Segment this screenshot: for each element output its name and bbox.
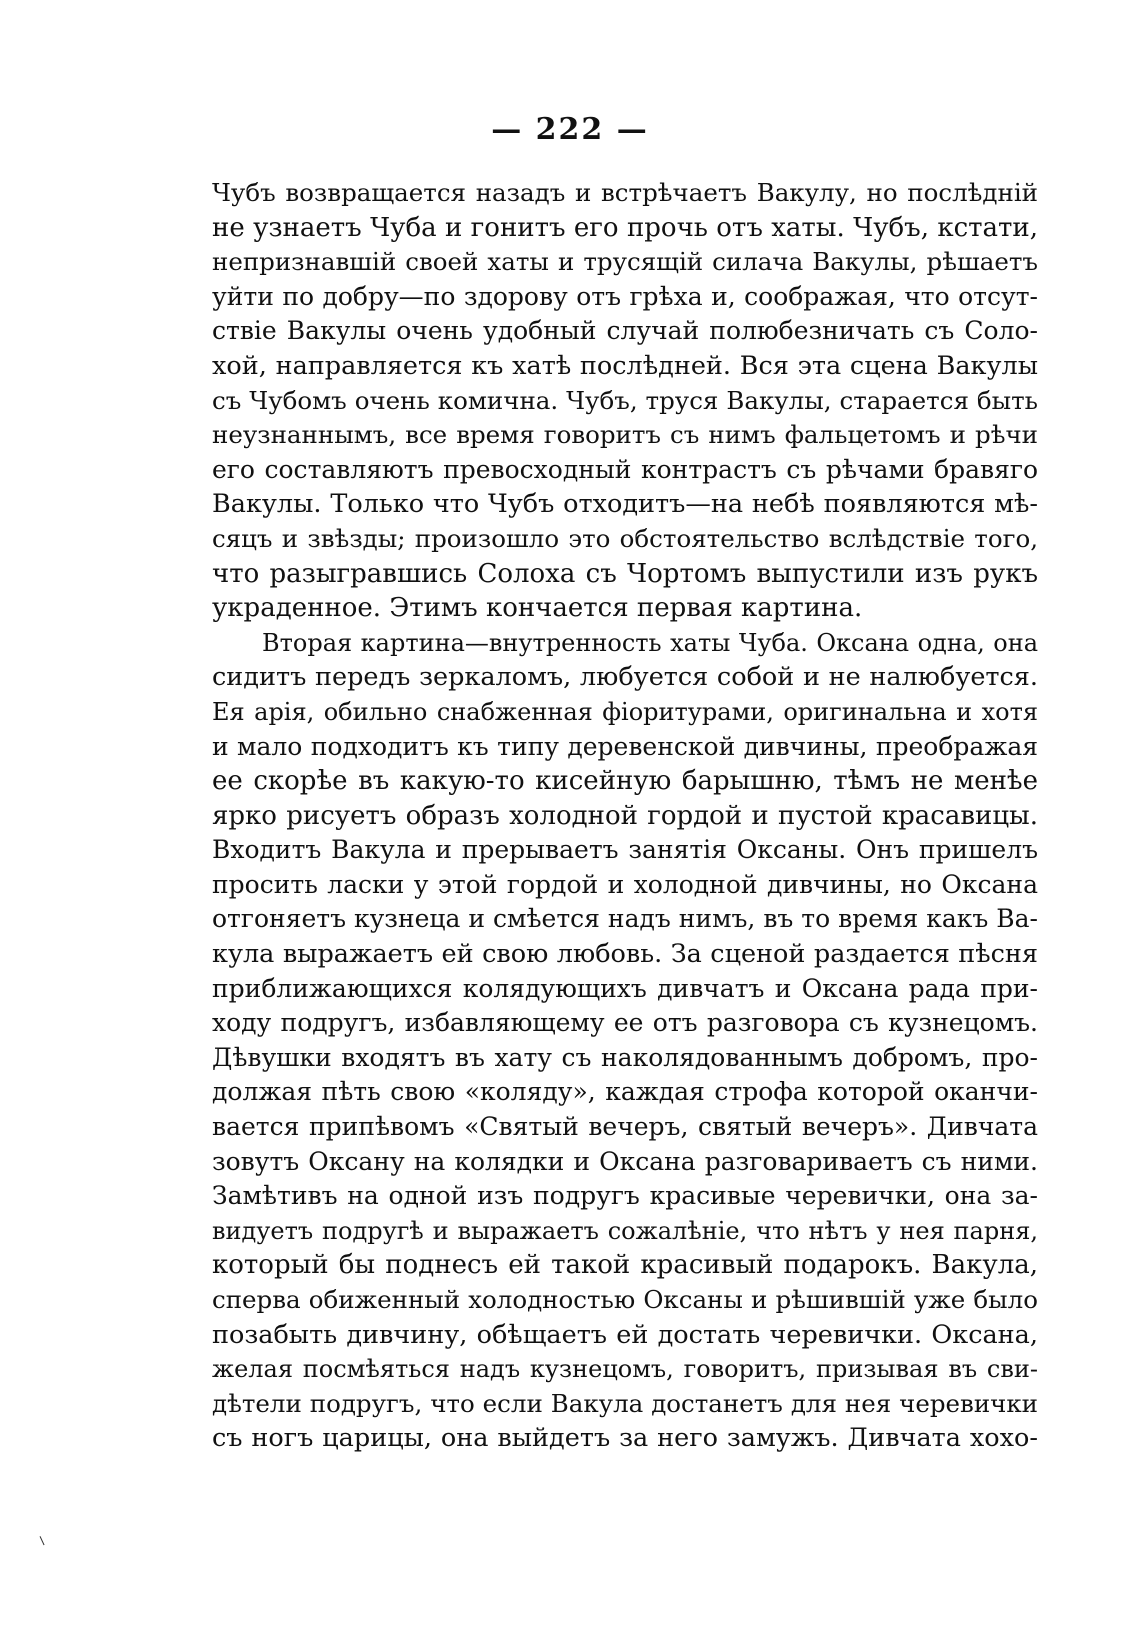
text-line: видуетъ подругѣ и выражаетъ сожалѣнiе, что нѣтъ у нея парня, — [212, 1216, 1038, 1245]
text-line: зовутъ Оксану на колядки и Оксана разговариваетъ съ ними. — [212, 1146, 1038, 1176]
text-line: что разыгравшись Солоха съ Чортомъ выпустили изъ рукъ — [212, 558, 1038, 589]
text-line: приближающихся колядующихъ дивчатъ и Оксана рада при- — [212, 973, 1038, 1003]
text-line: должая пѣть свою «коляду», каждая строфа которой оканчи- — [212, 1077, 1038, 1107]
text-line: вается припѣвомъ «Святый вечеръ, святый вечеръ». Дивчата — [212, 1112, 1038, 1142]
text-line: хой, направляется къ хатѣ послѣдней. Вся эта сцена Вакулы — [212, 350, 1038, 381]
text-line: его составляютъ превосходный контрастъ съ рѣчами бравяго — [212, 454, 1038, 484]
text-line: кула выражаетъ ей свою любовь. За сценой раздается пѣсня — [212, 939, 1038, 970]
text-line: съ Чубомъ очень комична. Чубъ, труся Вакулы, старается быть — [212, 385, 1038, 415]
text-line: Чубъ возвращается назадъ и встрѣчаетъ Вакулу, но послѣднiй — [212, 178, 1038, 207]
text-line: неузнаннымъ, все время говоритъ съ нимъ фальцетомъ и рѣчи — [212, 420, 1038, 450]
body-text — [212, 176, 1038, 1456]
text-line: просить ласки у этой гордой и холодной дивчины, но Оксана — [212, 869, 1038, 899]
text-line: ходу подругъ, избавляющему ее отъ разговора съ кузнецомъ. — [212, 1008, 1038, 1038]
text-line: непризнавшiй своей хаты и трусящiй силача Вакулы, рѣшаетъ — [212, 247, 1038, 277]
text-line: Ея арiя, обильно снабженная фiоритурами, оригинальна и хотя — [212, 697, 1038, 726]
text-line: который бы поднесъ ей такой красивый подарокъ. Вакула, — [212, 1250, 1038, 1281]
text-line: ствiе Вакулы очень удобный случай полюбезничать съ Соло- — [212, 316, 1038, 346]
text-line: ярко рисуетъ образъ холодной гордой и пустой красавицы. — [212, 800, 1038, 831]
page-number-header: — 222 — — [491, 112, 649, 147]
text-line: и мало подходитъ къ типу деревенской дивчины, преображая — [212, 731, 1038, 761]
text-line: сперва обиженный холодностью Оксаны и рѣшившiй уже было — [212, 1285, 1038, 1314]
text-line: не узнаетъ Чуба и гонитъ его прочь отъ хаты. Чубъ, кстати, — [212, 212, 1038, 243]
text-line: украденное. Этимъ кончается первая картина. — [212, 593, 863, 624]
scan-mark: ⸌ — [32, 1530, 50, 1557]
text-line: позабыть дивчину, обѣщаетъ ей достать черевички. Оксана, — [212, 1319, 1038, 1350]
text-line: сяцъ и звѣзды; произошло это обстоятельство вслѣдствiе того, — [212, 523, 1038, 553]
text-line: Вакулы. Только что Чубъ отходитъ—на небѣ появляются мѣ- — [212, 489, 1038, 520]
text-line: сидитъ передъ зеркаломъ, любуется собой и не налюбуется. — [212, 662, 1038, 693]
text-line: Дѣвушки входятъ въ хату съ наколядованнымъ добромъ, про- — [212, 1042, 1038, 1072]
text-line: Замѣтивъ на одной изъ подругъ красивые черевички, она за- — [212, 1181, 1038, 1211]
text-line: ее скорѣе въ какую-то кисейную барышню, тѣмъ не менѣе — [212, 766, 1038, 797]
text-line: отгоняетъ кузнеца и смѣется надъ нимъ, въ то время какъ Ва- — [212, 904, 1038, 934]
text-line: желая посмѣяться надъ кузнецомъ, говоритъ, призывая въ сви- — [212, 1355, 1038, 1384]
text-line: дѣтели подругъ, что если Вакула достанетъ для нея черевички — [212, 1388, 1038, 1418]
text-line: съ ногъ царицы, она выйдетъ за него замужъ. Дивчата хохо- — [212, 1423, 1038, 1454]
text-line: уйти по добру—по здорову отъ грѣха и, соображая, что отсут- — [212, 281, 1038, 311]
paragraph-start-line: Вторая картина—внутренность хаты Чуба. Оксана одна, она — [262, 628, 1038, 657]
text-line: Входитъ Вакула и прерываетъ занятiя Оксаны. Онъ пришелъ — [212, 835, 1038, 865]
